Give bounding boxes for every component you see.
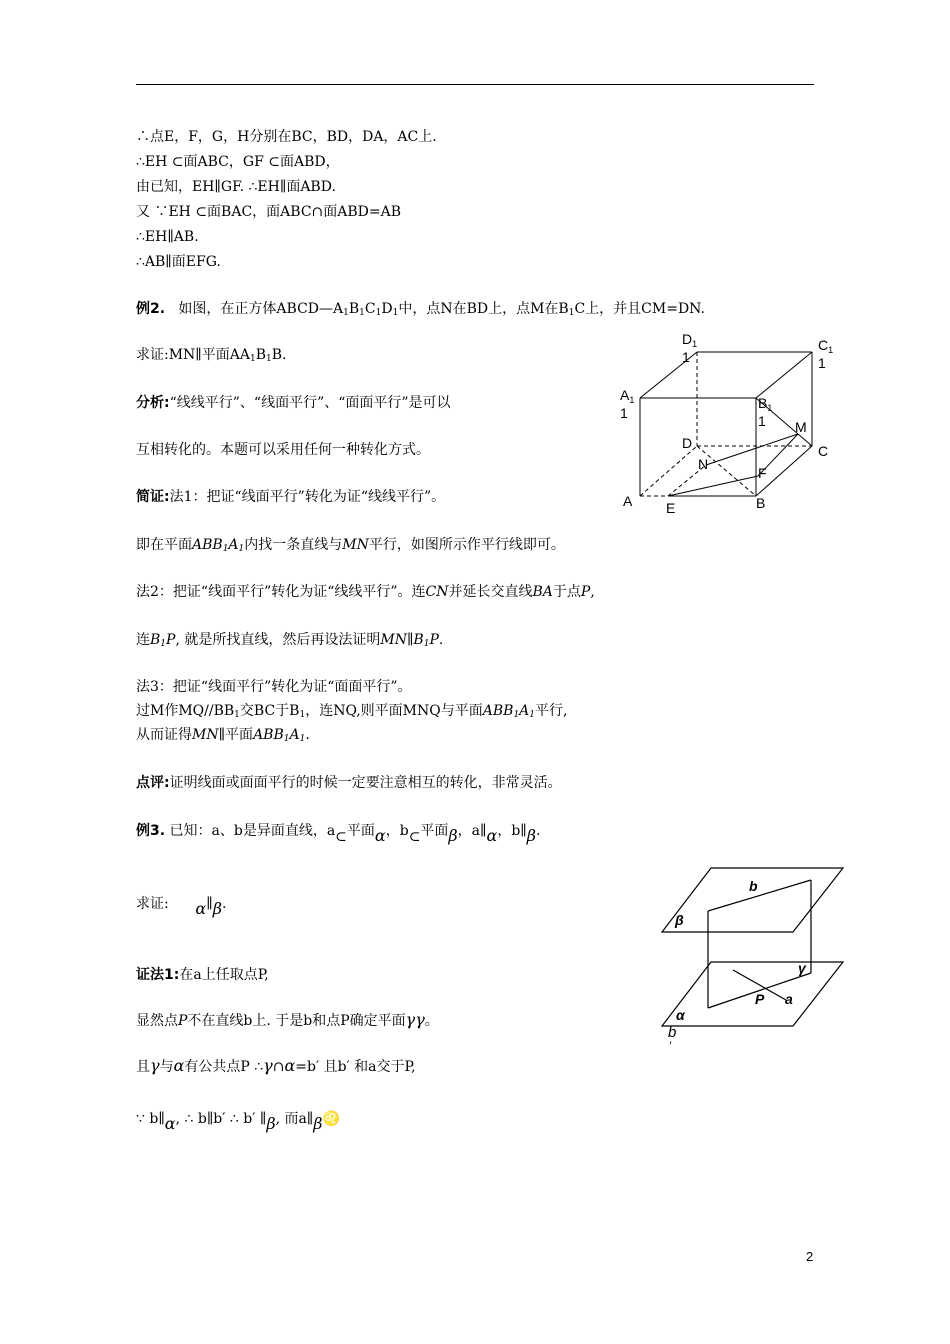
label-point-p: P — [755, 991, 765, 1007]
label-a1-extra: 1 — [620, 405, 628, 421]
label-b: B — [756, 495, 766, 511]
line-3: 由已知，EH∥GF. ∴EH∥面ABD. — [136, 179, 336, 195]
label-m: M — [795, 419, 807, 435]
example-2-method-3-line-2: 过M作$MQ//BB_1$交BC于$B_1$，连NQ,则平面MNQ与平面$ABB_1A_1$平行, — [136, 703, 568, 720]
example-2-method-3: 法3：把证“线面平行”转化为证“面面平行”。 — [136, 679, 412, 695]
example-2-label: 例2. — [136, 301, 166, 317]
example-3-label: 例3. — [136, 823, 166, 839]
header-rule — [136, 84, 814, 85]
example-2-comment: 点评:证明线面或面面平行的时候一定要注意相互的转化，非常灵活。 — [136, 775, 562, 791]
example-3-prove: 求证: α∥β. — [136, 896, 227, 918]
label-plane-alpha: α — [676, 1007, 685, 1023]
example-3-proof-4: ∵ b∥α, ∴ b∥b′ ∴ b′ ∥β, 而a∥β♌ — [136, 1111, 340, 1133]
example-3-proof-1: 证法1:在a上任取点P, — [136, 967, 269, 983]
label-f: F — [758, 465, 767, 481]
label-n: N — [698, 456, 709, 472]
example-2-method-1: 即在平面$ABB_1A_1$内找一条直线与MN平行，如图所示作平行线即可。 — [136, 537, 565, 554]
label-line-b: b — [749, 878, 758, 894]
example-2-analysis: 分析:“线线平行”、“线面平行”、“面面平行”是可以 — [136, 395, 451, 411]
label-prime-mark: ′ — [669, 1040, 672, 1052]
line-2: ∴EH ⊂面ABC，GF ⊂面ABD， — [136, 154, 340, 170]
label-d: D — [682, 435, 693, 451]
line-6: ∴AB∥面EFG. — [136, 254, 221, 270]
label-plane-beta: β — [675, 912, 684, 928]
line-5: ∴EH∥AB. — [136, 229, 199, 245]
example-3-proof-2: 显然点P不在直线b上. 于是b和点P确定平面γγ。 — [136, 1010, 439, 1029]
label-d1: $D_1$ — [682, 331, 698, 349]
page-number: 2 — [806, 1249, 814, 1264]
label-e: E — [666, 500, 676, 516]
label-b-prime: b — [668, 1024, 677, 1041]
label-a1: $A_1$ — [620, 387, 635, 405]
label-b1: $B_1$ — [758, 395, 773, 413]
label-b1-extra: 1 — [758, 413, 766, 429]
label-a: A — [623, 493, 633, 509]
example-2-method-2-cont: 连$B_1P$, 就是所找直线，然后再设法证明$MN\parallel B_1P$. — [136, 632, 444, 649]
cube-figure — [600, 330, 850, 520]
example-2-brief-proof: 简证:法1：把证“线面平行”转化为证“线线平行”。 — [136, 489, 446, 505]
example-2-analysis-cont: 互相转化的。本题可以采用任何一种转化方式。 — [136, 442, 430, 458]
line-4: 又 ∵EH ⊂面BAC，面ABC∩面ABD=AB — [136, 204, 402, 220]
label-c1-extra: 1 — [818, 355, 826, 371]
label-c: C — [818, 443, 829, 459]
line-1: ∴点E，F，G，H分别在BC，BD，DA，AC上. — [136, 129, 437, 145]
example-2-method-3-line-3: 从而证得MN∥平面$ABB_1A_1$. — [136, 727, 310, 744]
example-2-prove: 求证:MN∥平面$AA_1B_1B$. — [136, 347, 287, 364]
label-plane-gamma: γ — [798, 960, 806, 976]
example-2-method-2: 法2：把证“线面平行”转化为证“线线平行”。连CN并延长交直线BA于点P, — [136, 584, 595, 600]
planes-figure — [655, 860, 850, 1055]
label-c1: $C_1$ — [818, 337, 834, 355]
label-d1-extra: 1 — [682, 349, 690, 365]
example-3-proof-3: 且γ与α有公共点P ∴γ∩α=b′ 且b′ 和a交于P, — [136, 1056, 416, 1075]
example-2-statement: 例2. 如图，在正方体$ABCD—A_1B_1C_1D_1$中，点N在BD上，点M在$B_1C$上，并且CM=DN. — [136, 301, 705, 318]
example-3-statement: 例3. 已知：a、b是异面直线，a⊂平面α，b⊂平面β，a∥α，b∥β. — [136, 823, 541, 845]
label-line-a: a — [785, 991, 793, 1007]
